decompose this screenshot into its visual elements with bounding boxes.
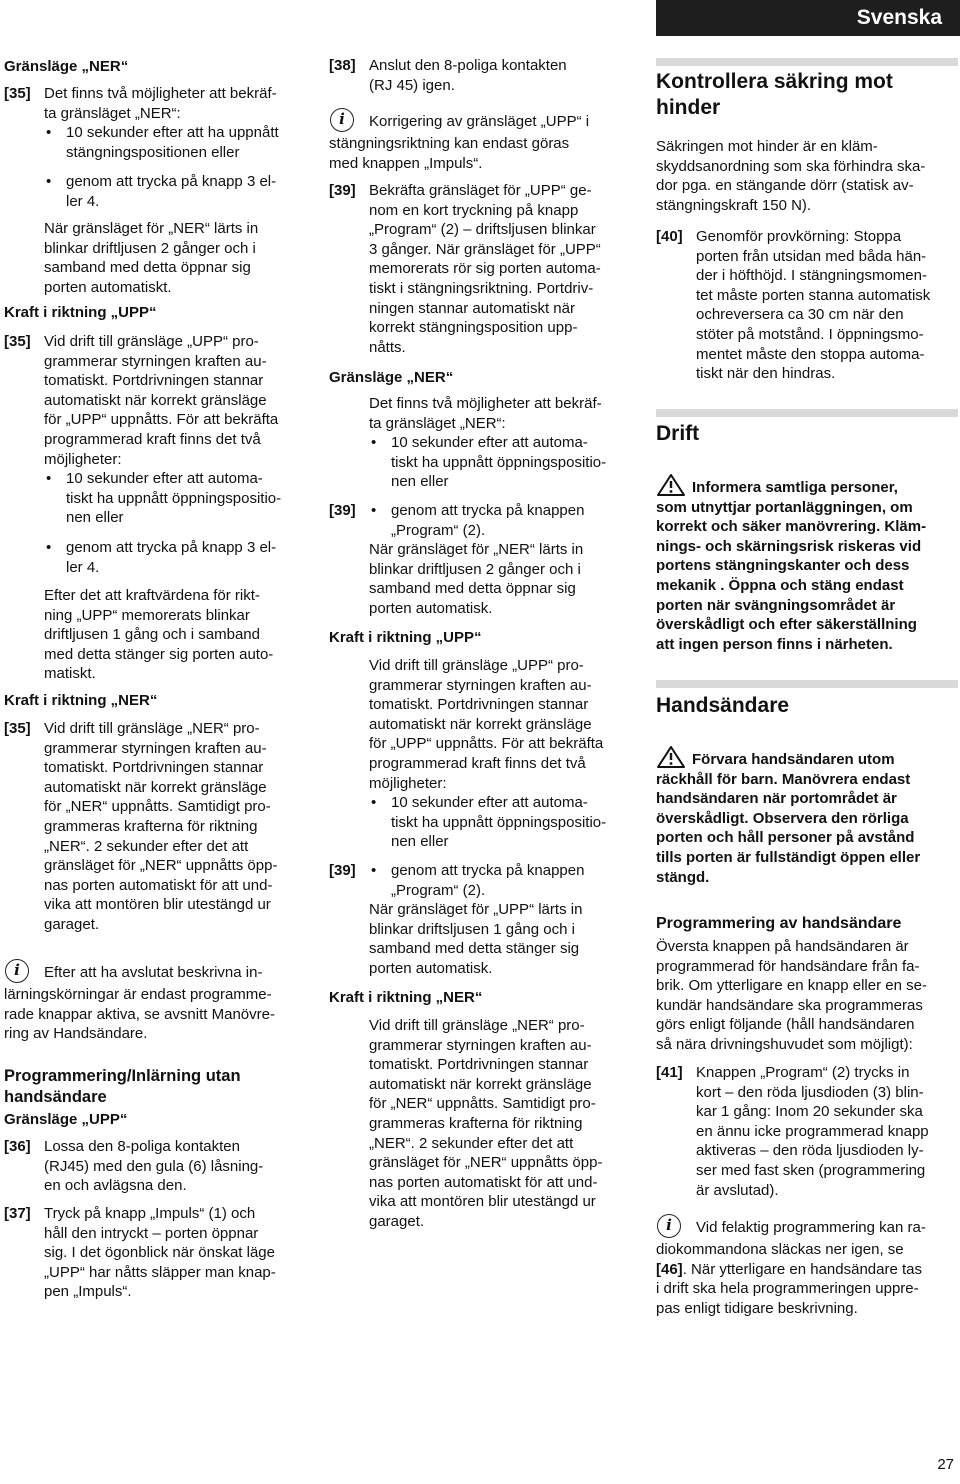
step-39-kraft-upp: [39] • genom att trycka på knappen „Program“ (2). När gränsläget för „UPP“ lärts in blinkar driftsljusen 1 gång och i samband med detta stänger sig porten automatisk.: [329, 861, 632, 979]
paragraph-kraft-upp: Vid drift till gränsläge „UPP“ pro- grammerar styrningen kraften au- tomatiskt. Portdrivningen stannar automatiskt när korrekt gränsläge för „UPP“ uppnåtts. För att bekräfta programmerad kraft finns det två möjligheter: • 10 sekunder efter att automa- tiskt ha uppnått öppningspositio- nen eller: [329, 656, 632, 852]
step-label: [35]: [4, 720, 31, 737]
section-bar: [656, 680, 958, 688]
step-label: [38]: [329, 57, 356, 74]
step-39-ner: [39] • genom att trycka på knappen „Program“ (2). När gränsläget för „NER“ lärts in blinkar driftljusen 2 gånger och i samband med detta öppnar sig porten automatisk.: [329, 501, 632, 619]
bullet-item: • genom att trycka på knapp 3 el- ler 4.: [44, 538, 304, 577]
heading-programmering: Programmering/Inlärning utan handsändare: [4, 1067, 241, 1106]
step-35-kraft-ner: [35] Vid drift till gränsläge „NER“ pro- grammerar styrningen kraften au- tomatiskt. Portdrivningen stannar automatiskt när korrekt gränsläge för „NER“ uppnåtts. Samtidigt pro- grammeras krafterna för riktning „NER“. 2 sekunder efter det att gränsläget för „NER“ uppnåtts öpp- nas porten automatiskt för att und- vika att montören blir utestängd ur garaget.: [4, 720, 278, 933]
heading-gransläge-ner: Gränsläge „NER“: [4, 58, 129, 75]
step-35-kraft-upp: [35] Vid drift till gränsläge „UPP“ pro- grammerar styrningen kraften au- tomatiskt. Portdrivningen stannar automatiskt när korrekt gränsläge för „UPP“ uppnåtts. För att bekräfta programmerad kraft finns det två möjligheter: • 10 sekunder efter att automa- tiskt ha uppnått öppningspositio- nen eller • genom att trycka på knapp 3 el- ler 4.: [4, 332, 304, 577]
step-label: [40]: [656, 228, 683, 245]
heading-kraft-ner-2: Kraft i riktning „NER“: [329, 989, 483, 1006]
info-icon: i: [329, 107, 357, 134]
heading-kraft-ner: Kraft i riktning „NER“: [4, 692, 158, 709]
paragraph-ner-learned: När gränsläget för „NER“ lärts in blinkar driftljusen 2 gånger och i samband med detta öppnar sig porten automatiskt.: [44, 220, 259, 296]
step-label: [37]: [4, 1205, 31, 1222]
paragraph-ner-options: Det finns två möjligheter att bekräf- ta gränsläget „NER“: • 10 sekunder efter att automa- tiskt ha uppnått öppningspositio- nen eller: [329, 394, 632, 492]
text-line: Det finns två möjligheter att bekräf-: [44, 85, 277, 102]
step-39-upp: [39] Bekräfta gränsläget för „UPP“ ge- nom en kort tryckning på knapp „Program“ (2) – driftsljusen blinkar 3 gånger. När gränsläget för „UPP“ memorerats rör sig porten automa- tiskt i stängningsriktning. Portdriv- ningen stannar automatiskt när korrekt stängningsposition upp- nåtts.: [329, 182, 601, 356]
step-36: [36] Lossa den 8-poliga kontakten (RJ45) med den gula (6) låsning- en och avlägsna den.: [4, 1138, 264, 1195]
warning-icon: [656, 473, 686, 497]
language-tab: Svenska: [656, 0, 960, 36]
step-label: [35]: [4, 85, 31, 102]
step-37: [37] Tryck på knapp „Impuls“ (1) och håll den intryckt – porten öppnar sig. I det ögonblick när önskat läge „UPP“ har nåtts släpper man knap- pen „Impuls“.: [4, 1205, 276, 1301]
info-icon: i: [656, 1213, 684, 1240]
section-title-drift: Drift: [656, 422, 700, 445]
warning-handsandare: Förvara handsändaren utom räckhåll för barn. Manövrera endast handsändaren när portområdet är överskådligt. Observera den rörliga porten och håll personer på avstånd tills porten är fullständigt öppen eller stängd.: [656, 745, 958, 887]
section-title-kontrollera: Kontrollera säkring mot hinder: [656, 70, 893, 119]
step-label: [35]: [4, 333, 31, 350]
warning-drift: Informera samtliga personer, som utnyttjar portanläggningen, om korrekt och säker manövrering. Kläm- nings- och skärningsrisk riskeras vid portens stängningskanter och dess mekanik . Öppna och stäng endast porten när svängningsområdet är överskådligt och efter säkerställning att ingen person finns i närheten.: [656, 473, 958, 654]
paragraph-kraft-ner: Vid drift till gränsläge „NER“ pro- grammerar styrningen kraften au- tomatiskt. Portdrivningen stannar automatiskt när korrekt gränsläge för „NER“ uppnåtts. Samtidigt pro- grammeras krafterna för riktning „NER“. 2 sekunder efter det att gränsläget för „NER“ uppnåtts öpp- nas porten automatiskt för att und- vika att montören blir utestängd ur garaget.: [369, 1017, 603, 1230]
info-icon: i: [4, 958, 32, 985]
step-label: [39]: [329, 502, 356, 519]
bullet-item: • genom att trycka på knapp 3 el- ler 4.: [44, 172, 304, 211]
section-bar: [656, 409, 958, 417]
step-41: [41] Knappen „Program“ (2) trycks in kort – den röda ljusdioden (3) blin- kar 1 gång: Inom 20 sekunder ska en ännu icke programmerad knapp aktiveras – den röda ljusdioden ly- ser med fast sken (programmering är avslutad).: [656, 1064, 929, 1199]
paragraph-oversta-knappen: Översta knappen på handsändaren är programmerad för handsändare från fa- brik. Om ytterligare en knapp eller en se- kundär handsändare ska programmeras görs enligt följande (håll handsändaren så nära drivningshuvudet som möjligt):: [656, 938, 927, 1053]
page-number: 27: [937, 1456, 954, 1473]
bullet-item: • 10 sekunder efter att automa- tiskt ha uppnått öppningspositio- nen eller: [369, 793, 632, 852]
warning-icon: [656, 745, 686, 769]
info-note-1: i Efter att ha avslutat beskrivna in- lärningskörningar är endast programme- rade knappar aktiva, se avsnitt Manövre- ring av Handsändare.: [4, 958, 304, 1044]
bullet-item: • genom att trycka på knappen „Program“ (2).: [369, 501, 632, 540]
heading-gransläge-upp: Gränsläge „UPP“: [4, 1111, 128, 1128]
step-label: [41]: [656, 1064, 683, 1081]
cross-reference: [46]: [656, 1260, 683, 1278]
step-40: [40] Genomför provkörning: Stoppa porten från utsidan med båda hän- der i höfthöjd. I stängningsmomen- tet måste porten stanna automatisk ochreversera ca 30 cm när den stöter på motstånd. I öppningsmo- mentet måste den stoppa automa- tiskt när den hindras.: [656, 228, 931, 383]
heading-gransläge-ner-2: Gränsläge „NER“: [329, 369, 454, 386]
section-bar: [656, 58, 958, 66]
step-label: [36]: [4, 1138, 31, 1155]
step-label: [39]: [329, 182, 356, 199]
heading-programmering-handsandare: Programmering av handsändare: [656, 915, 902, 932]
step-35-ner: [4, 84, 304, 212]
heading-kraft-upp-2: Kraft i riktning „UPP“: [329, 629, 482, 646]
text-line: ta gränsläget „NER“:: [44, 104, 181, 122]
step-label: [39]: [329, 862, 356, 879]
heading-kraft-upp: Kraft i riktning „UPP“: [4, 304, 157, 321]
paragraph-sakring: Säkringen mot hinder är en kläm- skyddsanordning som ska förhindra ska- dor pga. en stängande dörr (statisk av- stängningskraft 150 N).: [656, 138, 926, 214]
bullet-item: • 10 sekunder efter att automa- tiskt ha uppnått öppningspositio- nen eller: [44, 469, 304, 528]
info-note-3: i Vid felaktig programmering kan ra- diokommandona släckas ner igen, se [46]. När ytterligare en handsändare tas i drift ska hela programmeringen uppre- pas enligt tidigare beskrivning.: [656, 1213, 958, 1318]
bullet-item: • 10 sekunder efter att ha uppnått stängningspositionen eller: [44, 123, 304, 162]
section-title-handsandare: Handsändare: [656, 694, 790, 717]
bullet-item: • 10 sekunder efter att automa- tiskt ha uppnått öppningspositio- nen eller: [369, 433, 632, 492]
paragraph-efter-det: Efter det att kraftvärdena för rikt- ning „UPP“ memorerats blinkar driftljusen 1 gång och i samband med detta stänger sig porten auto- matiskt.: [44, 587, 274, 683]
bullet-item: • genom att trycka på knappen „Program“ (2).: [369, 861, 632, 900]
step-38: [38] Anslut den 8-poliga kontakten (RJ 45) igen.: [329, 57, 567, 94]
info-note-2: i Korrigering av gränsläget „UPP“ i stängningsriktning kan endast göras med knappen „Impuls“.: [329, 107, 632, 173]
